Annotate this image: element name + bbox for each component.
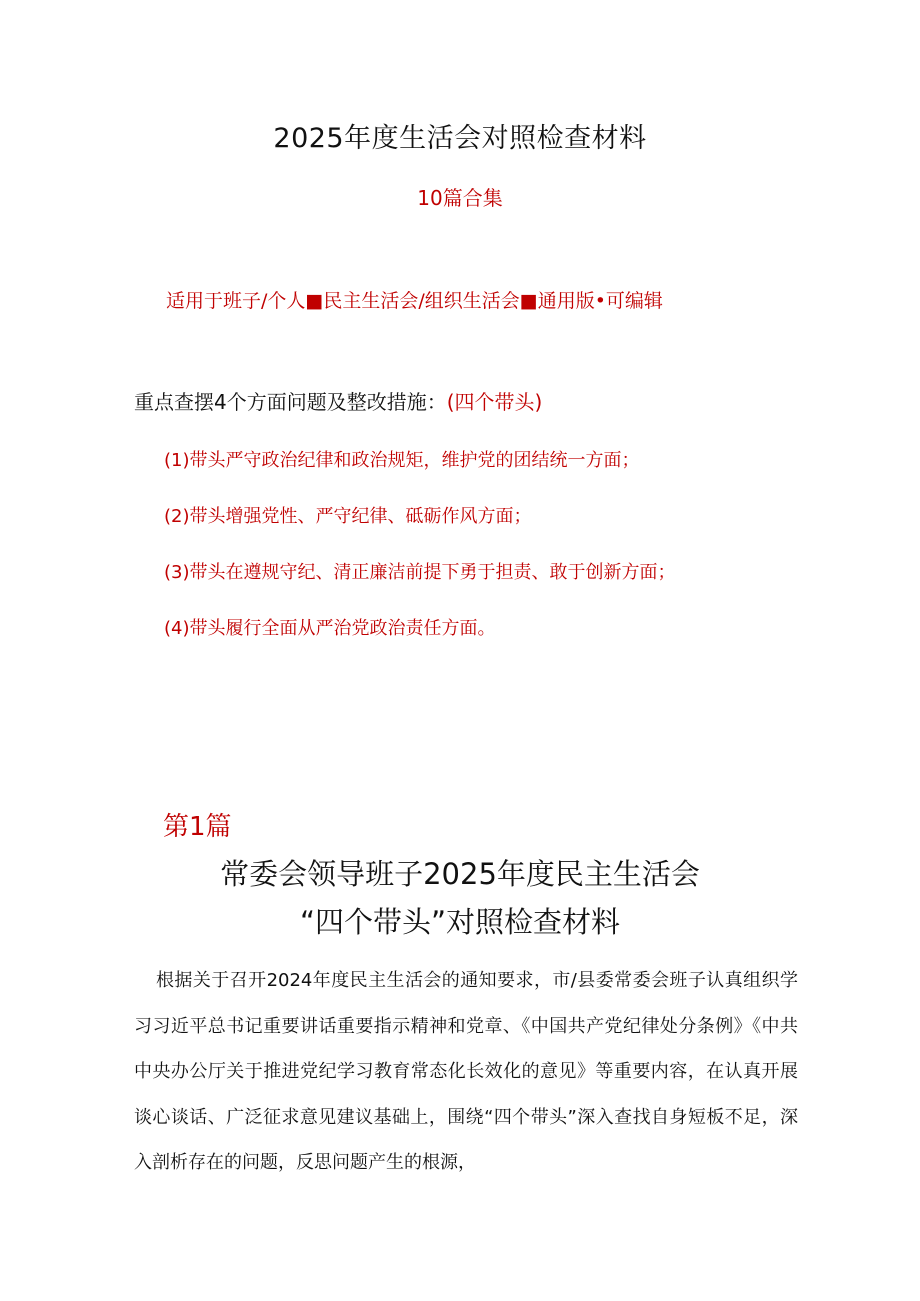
part-label: 第1篇 (163, 812, 232, 842)
document-subtitle: 10篇合集 (417, 186, 503, 210)
focus-intro (134, 386, 542, 415)
focus-item: (3)带头在遵规守纪、清正廉洁前提下勇于担责、敢于创新方面； (164, 562, 676, 583)
article-title-line-2: “四个带头”对照检查材料 (299, 905, 621, 939)
article-body-paragraph: 根据关于召开2024年度民主生活会的通知要求，市/县委常委会班子认真组织学习习近平总书记重要讲话重要指示精神和党章、《中国共产党纪律处分条例》《中共中央办公厅关于推进党纪学习教育常态化长效化的意见》等重要内容，在认真开展谈心谈话、广泛征求意见建议基础上，围绕“四个带头”深入查找自身短板不足，深入剖析存在的问题，反思问题产生的根源， (134, 970, 798, 1173)
focus-item: (2)带头增强党性、严守纪律、砥砺作风方面； (164, 506, 532, 527)
focus-intro-tag: (四个带头) (446, 390, 543, 414)
applies-to-note: 适用于班子/个人■民主生活会/组织生活会■通用版•可编辑 (166, 290, 663, 312)
article-title-line-1: 常委会领导班子2025年度民主生活会 (220, 857, 700, 891)
focus-intro-text: 重点查摆4个方面问题及整改措施： (134, 390, 447, 414)
document-title: 2025年度生活会对照检查材料 (273, 123, 647, 154)
focus-item: (1)带头严守政治纪律和政治规矩，维护党的团结统一方面； (164, 450, 640, 471)
focus-item: (4)带头履行全面从严治党政治责任方面。 (164, 618, 496, 639)
